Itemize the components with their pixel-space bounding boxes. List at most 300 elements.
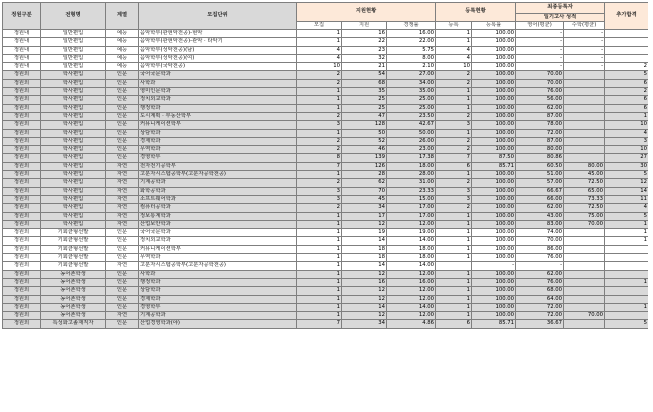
- cell-reg: 1: [436, 88, 472, 96]
- cell-track: 인문: [106, 278, 139, 286]
- cell-track: 예능: [106, 30, 139, 38]
- cell-quota: 정원외: [3, 146, 41, 154]
- cell-additional: [605, 262, 648, 270]
- cell-apply: 35: [342, 88, 387, 96]
- cell-reg-rate: 100.00: [472, 146, 516, 154]
- cell-reg: 3: [436, 121, 472, 129]
- cell-track: 인문: [106, 96, 139, 104]
- cell-quota: 정원외: [3, 320, 41, 328]
- cell-reg-rate: 85.71: [472, 320, 516, 328]
- cell-quota: 정원외: [3, 112, 41, 120]
- cell-additional: [605, 287, 648, 295]
- cell-recruit: 3: [297, 187, 342, 195]
- cell-reg: 7: [436, 154, 472, 162]
- cell-score1: 56.00: [516, 96, 564, 104]
- cell-ratio: 27.00: [387, 71, 436, 79]
- header-reg: 등록: [436, 21, 472, 30]
- cell-score1: 80.86: [516, 154, 564, 162]
- cell-admission: 기회균형선발: [41, 245, 106, 253]
- cell-apply: 128: [342, 121, 387, 129]
- cell-unit: 상담학과: [139, 129, 297, 137]
- table-row: [3, 212, 649, 220]
- cell-apply: 23: [342, 46, 387, 54]
- cell-apply: 34: [342, 320, 387, 328]
- cell-additional: 1: [605, 237, 648, 245]
- cell-quota: 정원외: [3, 129, 41, 137]
- cell-quota: 정원외: [3, 71, 41, 79]
- cell-reg: [436, 262, 472, 270]
- cell-reg-rate: 100.00: [472, 79, 516, 87]
- table-row: [3, 287, 649, 295]
- cell-apply: 16: [342, 30, 387, 38]
- table-row: [3, 278, 649, 286]
- cell-admission: 일반편입: [41, 63, 106, 71]
- cell-reg: 1: [436, 312, 472, 320]
- cell-reg-rate: 100.00: [472, 54, 516, 62]
- cell-unit: 경제학과: [139, 295, 297, 303]
- cell-recruit: 2: [297, 204, 342, 212]
- cell-recruit: 8: [297, 154, 342, 162]
- cell-reg: 2: [436, 204, 472, 212]
- cell-unit: 음악학부(국악전공): [139, 63, 297, 71]
- cell-score2: 70.00: [564, 312, 605, 320]
- cell-recruit: 2: [297, 112, 342, 120]
- header-registration-group: 등록현황: [436, 3, 516, 22]
- cell-ratio: 16.00: [387, 278, 436, 286]
- cell-apply: 62: [342, 179, 387, 187]
- cell-score1: -: [516, 262, 564, 270]
- cell-reg: 2: [436, 179, 472, 187]
- table-row: [3, 320, 649, 328]
- table-row: [3, 38, 649, 46]
- cell-reg: 1: [436, 245, 472, 253]
- cell-ratio: 50.00: [387, 129, 436, 137]
- cell-ratio: 23.00: [387, 146, 436, 154]
- cell-recruit: 3: [297, 121, 342, 129]
- cell-score2: -: [564, 30, 605, 38]
- cell-admission: 특성화고졸재직자: [41, 320, 106, 328]
- cell-recruit: 1: [297, 312, 342, 320]
- cell-unit: 경영학부: [139, 154, 297, 162]
- cell-recruit: 1: [297, 96, 342, 104]
- cell-admission: 농어촌학생: [41, 270, 106, 278]
- cell-score2: 45.00: [564, 171, 605, 179]
- cell-score2: [564, 287, 605, 295]
- cell-ratio: 42.67: [387, 121, 436, 129]
- cell-reg: 4: [436, 54, 472, 62]
- cell-admission: 학사편입: [41, 71, 106, 79]
- cell-unit: 행정학과: [139, 104, 297, 112]
- cell-recruit: 1: [297, 254, 342, 262]
- cell-additional: [605, 245, 648, 253]
- cell-reg: 3: [436, 195, 472, 203]
- cell-unit: 무역학과: [139, 146, 297, 154]
- cell-additional: 10: [605, 121, 648, 129]
- cell-score2: -: [564, 38, 605, 46]
- cell-score1: 57.00: [516, 179, 564, 187]
- cell-reg-rate: 100.00: [472, 220, 516, 228]
- cell-ratio: 15.00: [387, 195, 436, 203]
- cell-score2: [564, 245, 605, 253]
- cell-reg-rate: 100.00: [472, 204, 516, 212]
- cell-additional: 2: [605, 88, 648, 96]
- cell-score1: 87.00: [516, 112, 564, 120]
- cell-admission: 학사편입: [41, 204, 106, 212]
- cell-reg: 3: [436, 187, 472, 195]
- cell-ratio: 14.00: [387, 303, 436, 311]
- cell-score1: 72.00: [516, 312, 564, 320]
- cell-track: 예능: [106, 38, 139, 46]
- cell-ratio: 14.00: [387, 237, 436, 245]
- cell-recruit: 1: [297, 295, 342, 303]
- cell-apply: 21: [342, 63, 387, 71]
- cell-quota: 정원내: [3, 54, 41, 62]
- cell-reg: 1: [436, 38, 472, 46]
- cell-quota: 정원외: [3, 312, 41, 320]
- cell-quota: 정원외: [3, 245, 41, 253]
- cell-score2: [564, 295, 605, 303]
- cell-admission: 학사편입: [41, 220, 106, 228]
- cell-unit: 소프트웨어학과: [139, 195, 297, 203]
- cell-score2: 80.00: [564, 162, 605, 170]
- cell-admission: 농어촌학생: [41, 278, 106, 286]
- cell-quota: 정원외: [3, 137, 41, 145]
- cell-admission: 기회균형선발: [41, 254, 106, 262]
- cell-reg-rate: 85.71: [472, 162, 516, 170]
- header-quota: 정원구분: [3, 3, 41, 30]
- admission-results-sheet: [2, 2, 648, 410]
- cell-unit: 행정학과: [139, 278, 297, 286]
- cell-quota: 정원외: [3, 295, 41, 303]
- cell-additional: 5: [605, 171, 648, 179]
- cell-score1: 66.67: [516, 187, 564, 195]
- cell-reg: 4: [436, 46, 472, 54]
- cell-recruit: 2: [297, 179, 342, 187]
- cell-reg-rate: 100.00: [472, 129, 516, 137]
- cell-apply: 139: [342, 154, 387, 162]
- cell-score1: 78.00: [516, 121, 564, 129]
- cell-ratio: 19.00: [387, 229, 436, 237]
- cell-ratio: 18.00: [387, 254, 436, 262]
- cell-score1: 74.00: [516, 229, 564, 237]
- cell-apply: 16: [342, 278, 387, 286]
- cell-score1: 68.00: [516, 287, 564, 295]
- cell-additional: 1: [605, 220, 648, 228]
- cell-quota: 정원외: [3, 212, 41, 220]
- cell-score1: 62.00: [516, 104, 564, 112]
- cell-reg-rate: 100.00: [472, 38, 516, 46]
- table-row: [3, 104, 649, 112]
- cell-admission: 학사편입: [41, 121, 106, 129]
- cell-ratio: 23.50: [387, 112, 436, 120]
- cell-score1: 86.00: [516, 245, 564, 253]
- cell-quota: 정원내: [3, 30, 41, 38]
- cell-additional: 4: [605, 204, 648, 212]
- cell-score2: [564, 320, 605, 328]
- cell-reg: 1: [436, 287, 472, 295]
- cell-apply: 50: [342, 129, 387, 137]
- cell-track: 인문: [106, 287, 139, 295]
- cell-admission: 학사편입: [41, 179, 106, 187]
- cell-ratio: 23.33: [387, 187, 436, 195]
- table-row: [3, 229, 649, 237]
- cell-score1: 72.00: [516, 129, 564, 137]
- cell-quota: 정원외: [3, 229, 41, 237]
- cell-score1: 51.00: [516, 171, 564, 179]
- cell-admission: 기회균형선발: [41, 262, 106, 270]
- table-row: [3, 63, 649, 71]
- cell-reg-rate: 100.00: [472, 71, 516, 79]
- cell-score1: 70.00: [516, 79, 564, 87]
- cell-score1: 76.00: [516, 254, 564, 262]
- cell-additional: 4: [605, 129, 648, 137]
- cell-score2: [564, 88, 605, 96]
- cell-track: 인문: [106, 137, 139, 145]
- cell-score1: 62.00: [516, 204, 564, 212]
- cell-apply: 70: [342, 187, 387, 195]
- cell-admission: 일반편입: [41, 38, 106, 46]
- cell-additional: [605, 54, 648, 62]
- cell-score2: 72.50: [564, 179, 605, 187]
- cell-score2: [564, 237, 605, 245]
- cell-reg: 1: [436, 254, 472, 262]
- cell-reg: 1: [436, 237, 472, 245]
- cell-score1: 62.00: [516, 270, 564, 278]
- cell-admission: 학사편입: [41, 129, 106, 137]
- cell-track: 예능: [106, 63, 139, 71]
- cell-additional: 3: [605, 137, 648, 145]
- cell-recruit: 2: [297, 71, 342, 79]
- cell-unit: 경영학부: [139, 303, 297, 311]
- cell-apply: 17: [342, 212, 387, 220]
- header-ratio: 경쟁률: [387, 21, 436, 30]
- cell-admission: 학사편입: [41, 146, 106, 154]
- cell-score1: -: [516, 54, 564, 62]
- cell-reg-rate: 100.00: [472, 137, 516, 145]
- cell-track: 인문: [106, 320, 139, 328]
- cell-reg: 1: [436, 212, 472, 220]
- cell-score1: 64.00: [516, 295, 564, 303]
- cell-reg-rate: 100.00: [472, 303, 516, 311]
- cell-score1: 76.00: [516, 278, 564, 286]
- cell-ratio: 17.00: [387, 204, 436, 212]
- cell-track: 인문: [106, 295, 139, 303]
- cell-reg-rate: 100.00: [472, 195, 516, 203]
- cell-additional: 27: [605, 154, 648, 162]
- cell-unit: 커뮤니케이션학부: [139, 121, 297, 129]
- table-row: [3, 171, 649, 179]
- cell-reg-rate: 100.00: [472, 63, 516, 71]
- cell-unit: 산업경영학과(야): [139, 320, 297, 328]
- cell-score1: 76.00: [516, 88, 564, 96]
- cell-additional: 14: [605, 187, 648, 195]
- cell-score2: 65.00: [564, 187, 605, 195]
- cell-score2: [564, 278, 605, 286]
- cell-reg: 1: [436, 278, 472, 286]
- cell-unit: 상담학과: [139, 287, 297, 295]
- cell-additional: 1: [605, 229, 648, 237]
- cell-track: 인문: [106, 146, 139, 154]
- cell-additional: [605, 295, 648, 303]
- cell-recruit: 4: [297, 54, 342, 62]
- table-row: [3, 312, 649, 320]
- cell-reg-rate: 100.00: [472, 270, 516, 278]
- cell-ratio: 5.75: [387, 46, 436, 54]
- admission-results-table: [2, 2, 648, 329]
- cell-quota: 정원외: [3, 104, 41, 112]
- cell-ratio: 18.00: [387, 162, 436, 170]
- table-header: [3, 3, 649, 30]
- cell-score1: 80.00: [516, 146, 564, 154]
- cell-ratio: 12.00: [387, 287, 436, 295]
- cell-reg: 1: [436, 96, 472, 104]
- cell-recruit: 2: [297, 146, 342, 154]
- cell-unit: 사학과: [139, 79, 297, 87]
- cell-reg-rate: 100.00: [472, 30, 516, 38]
- cell-unit: 음악학부(관현악전공)-현악: [139, 30, 297, 38]
- cell-reg-rate: 100.00: [472, 312, 516, 320]
- cell-unit: 국어국문학과: [139, 71, 297, 79]
- table-row: [3, 88, 649, 96]
- header-admission: 전형명: [41, 3, 106, 30]
- cell-track: 자연: [106, 212, 139, 220]
- cell-admission: 농어촌학생: [41, 295, 106, 303]
- cell-track: 예능: [106, 54, 139, 62]
- cell-track: 자연: [106, 195, 139, 203]
- header-unit: 모집단위: [139, 3, 297, 30]
- cell-ratio: 34.00: [387, 79, 436, 87]
- cell-score2: [564, 121, 605, 129]
- cell-reg: 2: [436, 137, 472, 145]
- table-row: [3, 204, 649, 212]
- cell-reg-rate: 100.00: [472, 88, 516, 96]
- cell-quota: 정원외: [3, 287, 41, 295]
- cell-recruit: 1: [297, 171, 342, 179]
- table-row: [3, 187, 649, 195]
- table-row: [3, 179, 649, 187]
- cell-quota: 정원외: [3, 254, 41, 262]
- cell-track: 인문: [106, 71, 139, 79]
- cell-apply: 12: [342, 312, 387, 320]
- cell-additional: 6: [605, 96, 648, 104]
- cell-apply: 68: [342, 79, 387, 87]
- cell-additional: 2: [605, 63, 648, 71]
- cell-apply: 18: [342, 245, 387, 253]
- cell-apply: 18: [342, 254, 387, 262]
- cell-apply: 45: [342, 195, 387, 203]
- cell-unit: 컴퓨터공학과: [139, 204, 297, 212]
- cell-admission: 농어촌학생: [41, 312, 106, 320]
- cell-apply: 12: [342, 270, 387, 278]
- cell-ratio: 25.00: [387, 104, 436, 112]
- cell-reg: 6: [436, 320, 472, 328]
- cell-apply: 25: [342, 104, 387, 112]
- table-body: [3, 30, 649, 329]
- cell-ratio: 28.00: [387, 171, 436, 179]
- cell-ratio: 14.00: [387, 262, 436, 270]
- table-row: [3, 262, 649, 270]
- cell-quota: 정원외: [3, 270, 41, 278]
- cell-apply: 25: [342, 96, 387, 104]
- cell-apply: 14: [342, 262, 387, 270]
- cell-reg: 1: [436, 229, 472, 237]
- cell-reg: 1: [436, 220, 472, 228]
- cell-admission: 학사편입: [41, 154, 106, 162]
- cell-admission: 일반편입: [41, 54, 106, 62]
- cell-track: 자연: [106, 312, 139, 320]
- cell-score1: -: [516, 30, 564, 38]
- table-row: [3, 146, 649, 154]
- cell-unit: 영미인문학과: [139, 88, 297, 96]
- cell-ratio: 25.00: [387, 96, 436, 104]
- cell-additional: [605, 38, 648, 46]
- cell-unit: 커뮤니케이션학부: [139, 245, 297, 253]
- table-row: [3, 30, 649, 38]
- cell-additional: [605, 254, 648, 262]
- cell-recruit: 4: [297, 46, 342, 54]
- cell-admission: 일반편입: [41, 30, 106, 38]
- cell-admission: 학사편입: [41, 137, 106, 145]
- cell-track: 인문: [106, 237, 139, 245]
- table-row: [3, 254, 649, 262]
- cell-track: 자연: [106, 171, 139, 179]
- table-row: [3, 112, 649, 120]
- table-row: [3, 137, 649, 145]
- cell-apply: 52: [342, 137, 387, 145]
- cell-recruit: 1: [297, 38, 342, 46]
- cell-additional: 1: [605, 303, 648, 311]
- cell-ratio: 16.00: [387, 30, 436, 38]
- cell-quota: 정원외: [3, 171, 41, 179]
- cell-unit: 음악학부(관현악전공)-관악 · 타악기: [139, 38, 297, 46]
- cell-score2: [564, 154, 605, 162]
- cell-quota: 정원외: [3, 220, 41, 228]
- header-score1: 영어(평균): [516, 21, 564, 30]
- cell-reg: 2: [436, 146, 472, 154]
- cell-reg-rate: 100.00: [472, 295, 516, 303]
- cell-ratio: 26.00: [387, 137, 436, 145]
- cell-recruit: 1: [297, 278, 342, 286]
- table-row: [3, 96, 649, 104]
- cell-score2: [564, 112, 605, 120]
- cell-unit: 정보통계학과: [139, 212, 297, 220]
- cell-unit: 도시계획 · 부동산학부: [139, 112, 297, 120]
- cell-track: 인문: [106, 104, 139, 112]
- cell-score1: 60.50: [516, 162, 564, 170]
- cell-additional: 1: [605, 112, 648, 120]
- cell-quota: 정원외: [3, 154, 41, 162]
- cell-ratio: 22.00: [387, 38, 436, 46]
- cell-score2: [564, 254, 605, 262]
- cell-score2: [564, 137, 605, 145]
- cell-reg: 2: [436, 71, 472, 79]
- cell-unit: 고분자시스템공학부(고분자공학전공): [139, 262, 297, 270]
- cell-recruit: 1: [297, 270, 342, 278]
- cell-admission: 학사편입: [41, 96, 106, 104]
- cell-score2: 72.50: [564, 204, 605, 212]
- cell-track: 인문: [106, 121, 139, 129]
- cell-score1: 87.00: [516, 137, 564, 145]
- cell-reg: 1: [436, 303, 472, 311]
- cell-admission: 학사편입: [41, 104, 106, 112]
- cell-unit: 전자전기공학부: [139, 162, 297, 170]
- cell-recruit: 1: [297, 104, 342, 112]
- table-row: [3, 154, 649, 162]
- cell-reg: 1: [436, 104, 472, 112]
- cell-recruit: 1: [297, 229, 342, 237]
- cell-reg-rate: 100.00: [472, 104, 516, 112]
- cell-admission: 학사편입: [41, 162, 106, 170]
